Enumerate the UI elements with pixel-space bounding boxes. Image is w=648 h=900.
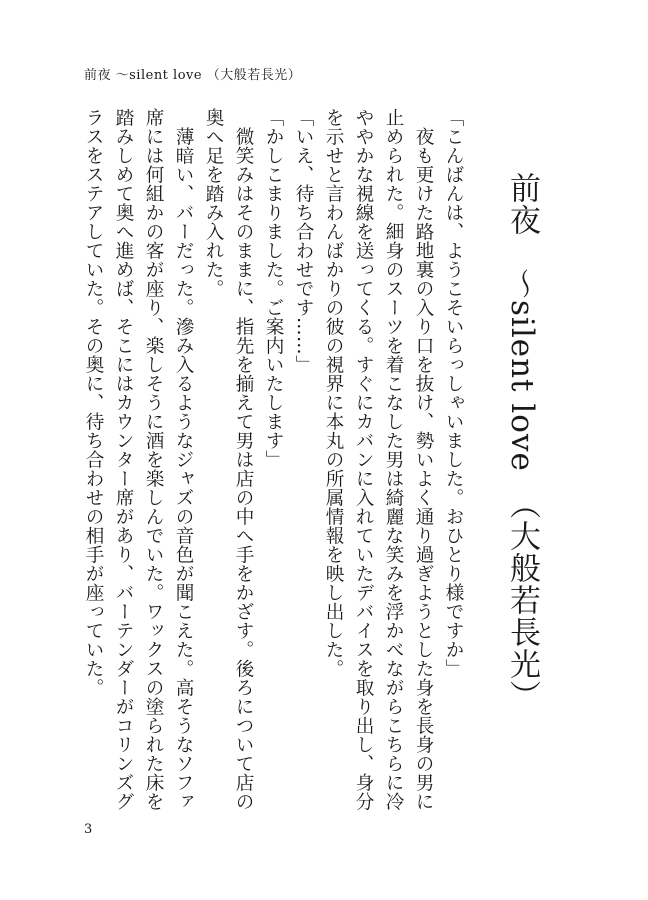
page-number: 3 — [84, 822, 93, 837]
chapter-title: 前夜 〜silent love （大般若長光） — [504, 172, 540, 713]
paragraph: 微笑みはそのままに、指先を揃えて男は店の中へ手をかざす。後ろについて店の奥へ足を踏み入れた。 — [203, 108, 254, 811]
paragraph: 「いえ、待ち合わせです……」 — [293, 108, 314, 374]
paragraph: 夜も更けた路地裏の入り口を抜け、勢いよく通り過ぎようとした身を長身の男に止められた。細身のスーツを着こなした男は綺麗な笑みを浮かべながらこちらに冷ややかな視線を送ってくる。すぐにカバンに入れていたデバイスを取り出し、身分を示せと言わんばかりの彼の視界に本丸の所属情報を映し出した。 — [323, 108, 434, 811]
paragraph: 薄暗い、バーだった。滲み入るようなジャズの音色が聞こえた。高そうなソファ席には何組かの客が座り、楽しそうに酒を楽しんでいた。ワックスの塗られた床を踏みしめて奥へ進めば、そこにはカウンター席があり、バーテンダーがコリンズグラスをステアしていた。その奥に、待ち合わせの相手が座っていた。 — [83, 108, 194, 811]
paragraph: 「かしこまりました。ご案内いたします」 — [263, 108, 284, 469]
body-text — [68, 108, 468, 816]
running-header: 前夜 〜silent love （大般若長光） — [84, 68, 302, 83]
paragraph: 「こんばんは、ようこそいらっしゃいました。おひとり様ですか」 — [443, 108, 464, 678]
